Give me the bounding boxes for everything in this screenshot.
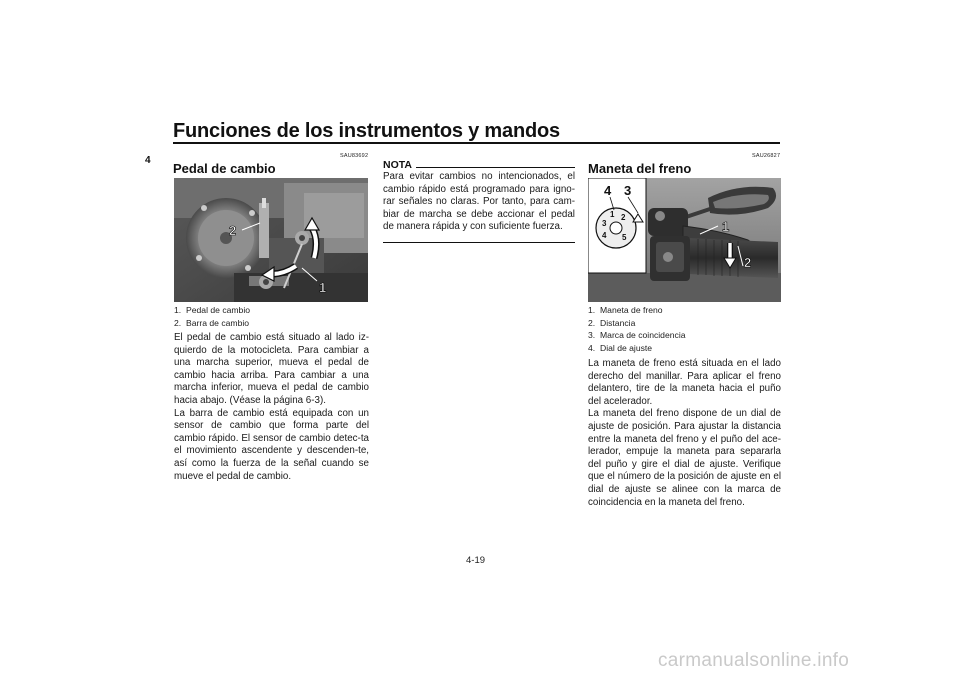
right-caption-list bbox=[588, 304, 686, 354]
caption-item: 1. Pedal de cambio bbox=[174, 305, 251, 315]
callout-2: 2 bbox=[744, 255, 752, 270]
section-code: SAU26827 bbox=[752, 153, 781, 159]
caption-item: 3. Marca de coincidencia bbox=[588, 330, 686, 340]
nota-rule bbox=[416, 167, 575, 168]
paragraph: La maneta del freno dispone de un dial de ajuste de posición. Para ajustar la distancia entre la maneta del freno y el puño del ace-lerador, empuje la maneta para separarla del puño y gire el dial de ajuste. Verifique que el número de la posición de ajuste en el dial de ajuste se alinee con la marca de coincidencia en la maneta del freno. bbox=[588, 408, 781, 508]
svg-text:2: 2 bbox=[621, 213, 626, 222]
caption-item: 4. Dial de ajuste bbox=[588, 342, 653, 353]
callout-3: 3 bbox=[624, 183, 632, 198]
caption-item: 2. Distancia bbox=[588, 317, 636, 328]
paragraph: La barra de cambio está equipada con un sensor de cambio que forma parte del cambio rápido. El sensor de cambio detec-ta el movimiento ascendente y descenden-te, así como la fuerza de la señal cuando se mueve el pedal de cambio. bbox=[174, 407, 369, 482]
shift-pedal-illustration bbox=[174, 178, 368, 302]
page-title: Funciones de los instrumentos y mandos bbox=[173, 120, 560, 142]
nota-label: NOTA bbox=[383, 159, 412, 171]
brake-lever-illustration bbox=[588, 178, 781, 302]
nota-rule-bottom bbox=[383, 242, 575, 243]
svg-text:4: 4 bbox=[602, 231, 607, 240]
svg-text:3: 3 bbox=[602, 219, 607, 228]
left-caption-list bbox=[174, 304, 250, 329]
shift-pedal-photo bbox=[174, 178, 368, 302]
brake-lever-photo bbox=[588, 178, 781, 302]
title-rule bbox=[173, 142, 780, 144]
callout-1: 1 bbox=[722, 219, 730, 234]
svg-text:1: 1 bbox=[610, 210, 615, 219]
section-heading: Maneta del freno bbox=[588, 161, 692, 176]
section-heading: Pedal de cambio bbox=[173, 161, 276, 176]
caption-item: 1. Maneta de freno bbox=[588, 305, 663, 315]
chapter-tab: 4 bbox=[145, 155, 151, 166]
callout-1: 1 bbox=[319, 280, 327, 295]
page-number: 4-19 bbox=[466, 555, 486, 566]
right-body bbox=[588, 358, 781, 509]
paragraph: El pedal de cambio está situado al lado iz-quierdo de la motocicleta. Para cambiar a una marcha superior, mueva el pedal de cambio hacia arriba. Para cambiar a una marcha inferior, mueva el pedal de cambio hacia abajo. (Véase la página 6-3). bbox=[174, 332, 369, 406]
nota-text: Para evitar cambios no intencionados, el cambio rápido está programado para igno-rar señales no claras. Por tanto, para cam-biar de marcha se debe accionar el pedal de manera rápida y con suficiente fuerza. bbox=[383, 171, 575, 233]
section-code: SAU83692 bbox=[340, 153, 369, 159]
paragraph: La maneta de freno está situada en el lado derecho del manillar. Para aplicar el freno delantero, tire de la maneta hacia el puño del acelerador. bbox=[588, 358, 781, 407]
svg-text:5: 5 bbox=[622, 233, 627, 242]
watermark[interactable]: carmanualsonline.info bbox=[658, 650, 850, 671]
left-body bbox=[174, 332, 369, 483]
callout-4: 4 bbox=[604, 183, 612, 198]
callout-2: 2 bbox=[229, 223, 237, 238]
caption-item: 2. Barra de cambio bbox=[174, 317, 250, 328]
